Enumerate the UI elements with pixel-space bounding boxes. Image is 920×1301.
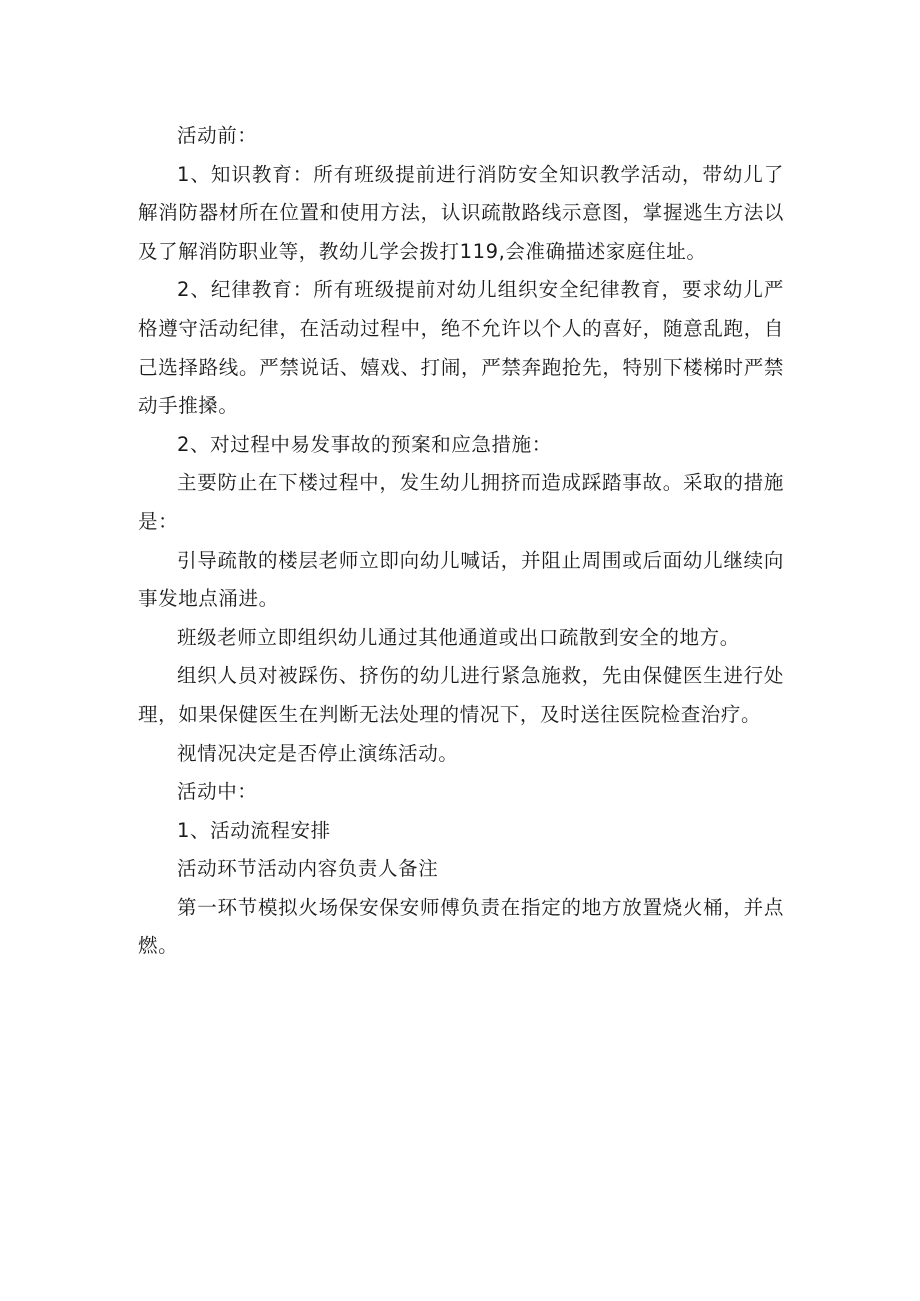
paragraph-class-teacher-evacuate: 班级老师立即组织幼儿通过其他通道或出口疏散到安全的地方。 (177, 625, 740, 649)
paragraph-first-aid: 组织人员对被踩伤、挤伤的幼儿进行紧急施救，先由保健医生进行处理，如果保健医生在判断无法处理的情况下，及时送往医院检查治疗。 (138, 664, 784, 726)
heading-before-activity: 活动前： (177, 124, 258, 147)
paragraph-prevent-stampede: 主要防止在下楼过程中，发生幼儿拥挤而造成踩踏事故。采取的措施是： (138, 471, 784, 533)
paragraph-knowledge-education: 1、知识教育：所有班级提前进行消防安全知识教学活动，带幼儿了解消防器材所在位置和使用方法，认识疏散路线示意图，掌握逃生方法以及了解消防职业等，教幼儿学会拨打119,会准确描述家庭住址。 (138, 162, 784, 263)
paragraph-floor-teacher-shout: 引导疏散的楼层老师立即向幼儿喊话，并阻止周围或后面幼儿继续向事发地点涌进。 (138, 548, 784, 611)
paragraph-discipline-education: 2、纪律教育：所有班级提前对幼儿组织安全纪律教育，要求幼儿严格遵守活动纪律，在活动过程中，绝不允许以个人的喜好，随意乱跑，自己选择路线。严禁说话、嬉戏、打闹，严禁奔跑抢先，特别下楼梯时严禁动手推搡。 (138, 278, 784, 418)
paragraph-first-stage: 第一环节模拟火场保安保安师傅负责在指定的地方放置烧火桶，并点燃。 (138, 895, 784, 958)
paragraph-stop-drill: 视情况决定是否停止演练活动。 (177, 741, 459, 765)
paragraph-table-header: 活动环节活动内容负责人备注 (177, 857, 439, 881)
heading-activity-flow: 1、活动流程安排 (177, 818, 331, 842)
heading-during-activity: 活动中： (177, 780, 258, 804)
heading-emergency-measures: 2、对过程中易发事故的预案和应急措施： (177, 432, 552, 456)
